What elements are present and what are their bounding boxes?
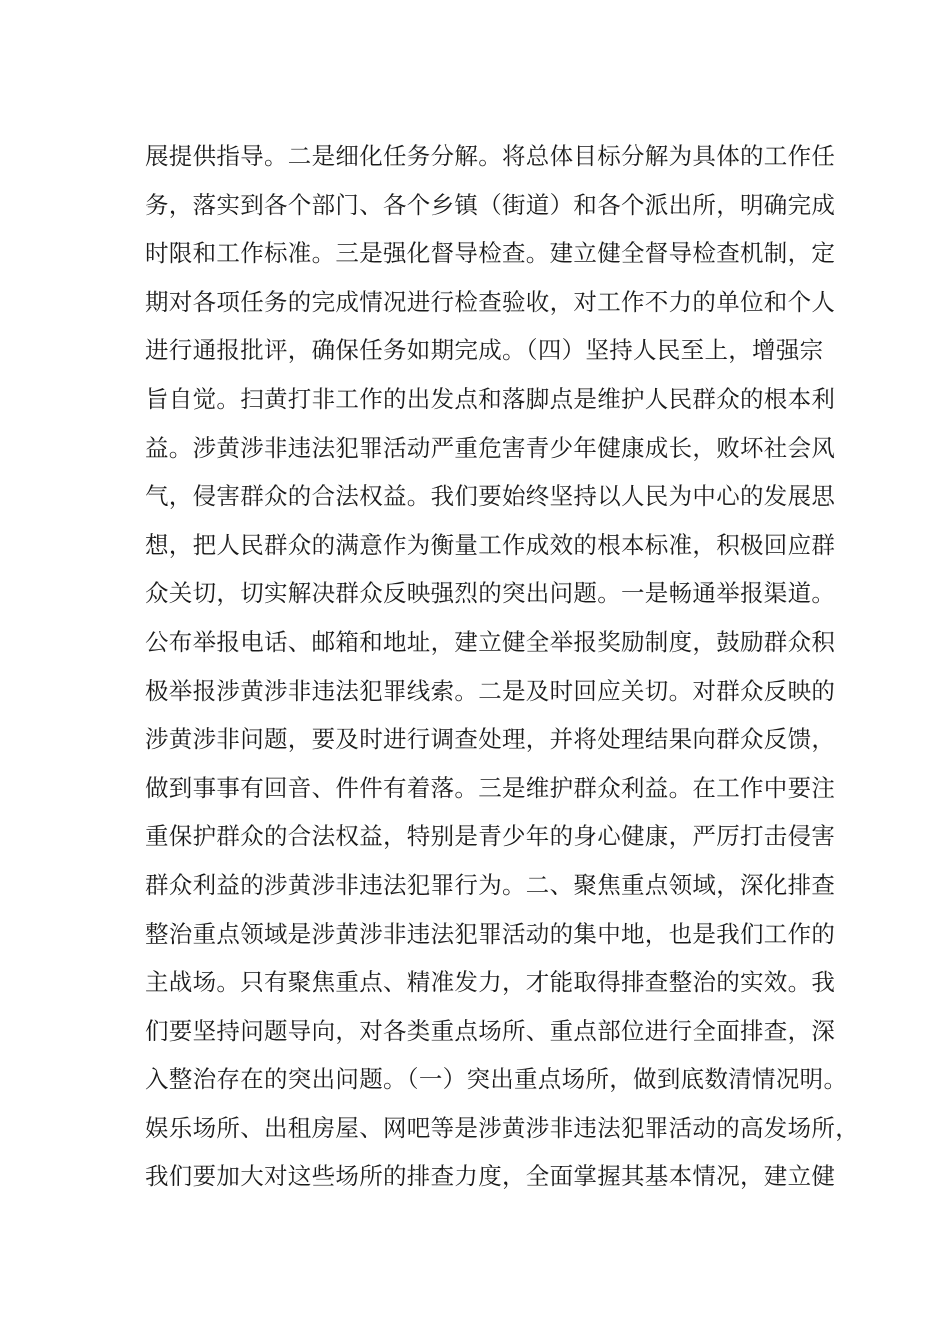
text-line: 公布举报电话、邮箱和地址，建立健全举报奖励制度，鼓励群众积: [145, 627, 836, 656]
text-line: 展提供指导。二是细化任务分解。将总体目标分解为具体的工作任: [145, 142, 836, 170]
text-line: 时限和工作标准。三是强化督导检查。建立健全督导检查机制，定: [145, 239, 836, 268]
text-line: 主战场。只有聚焦重点、精准发力，才能取得排查整治的实效。我: [145, 968, 836, 997]
body-text: [145, 132, 859, 1201]
text-line: 涉黄涉非问题，要及时进行调查处理，并将处理结果向群众反馈，: [145, 725, 836, 754]
text-line: 我们要加大对这些场所的排查力度，全面掌握其基本情况，建立健: [145, 1162, 836, 1191]
text-line: 娱乐场所、出租房屋、网吧等是涉黄涉非违法犯罪活动的高发场所，: [145, 1113, 859, 1142]
text-line: 做到事事有回音、件件有着落。三是维护群众利益。在工作中要注: [145, 773, 836, 802]
text-line: 众关切，切实解决群众反映强烈的突出问题。一是畅通举报渠道。: [145, 579, 836, 608]
text-line: 们要坚持问题导向，对各类重点场所、重点部位进行全面排查，深: [145, 1016, 836, 1045]
text-line: 期对各项任务的完成情况进行检查验收，对工作不力的单位和个人: [145, 287, 836, 316]
text-line: 想，把人民群众的满意作为衡量工作成效的根本标准，积极回应群: [145, 530, 836, 559]
text-line: 益。涉黄涉非违法犯罪活动严重危害青少年健康成长，败坏社会风: [145, 433, 836, 462]
text-line: 务，落实到各个部门、各个乡镇（街道）和各个派出所，明确完成: [145, 190, 836, 219]
text-line: 入整治存在的突出问题。（一）突出重点场所，做到底数清情况明。: [145, 1065, 848, 1094]
text-line: 进行通报批评，确保任务如期完成。（四）坚持人民至上，增强宗: [145, 336, 824, 365]
text-line: 重保护群众的合法权益，特别是青少年的身心健康，严厉打击侵害: [145, 822, 836, 851]
text-line: 气，侵害群众的合法权益。我们要始终坚持以人民为中心的发展思: [145, 482, 836, 511]
text-line: 旨自觉。扫黄打非工作的出发点和落脚点是维护人民群众的根本利: [145, 384, 836, 413]
text-line: 极举报涉黄涉非违法犯罪线索。二是及时回应关切。对群众反映的: [145, 676, 836, 705]
text-line: 群众利益的涉黄涉非违法犯罪行为。二、聚焦重点领域，深化排查: [145, 870, 836, 899]
text-line: 整治重点领域是涉黄涉非违法犯罪活动的集中地，也是我们工作的: [145, 919, 836, 948]
